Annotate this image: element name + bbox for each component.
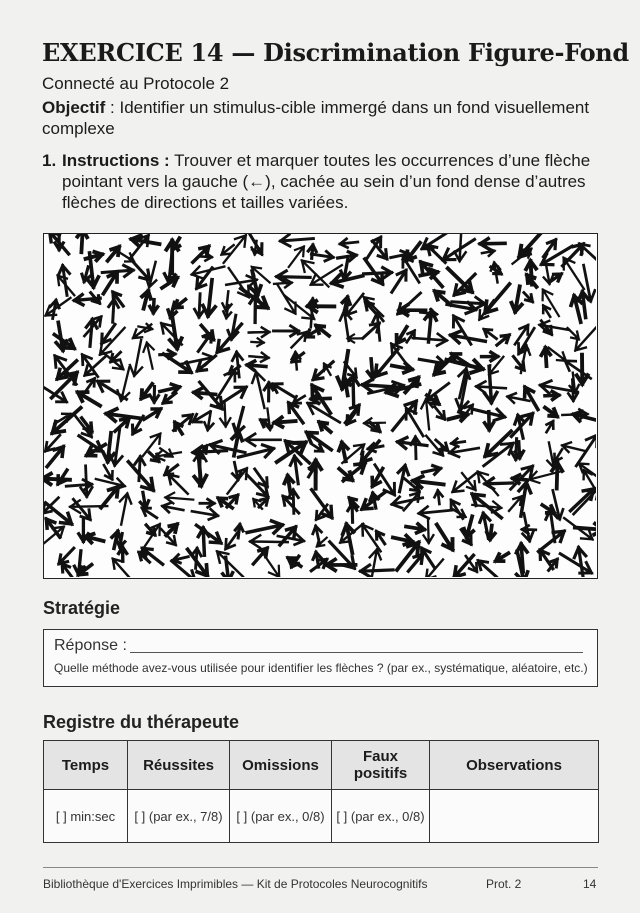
- distractor-arrow[interactable]: [223, 557, 233, 577]
- distractor-arrow[interactable]: [419, 357, 445, 367]
- target-left-arrow[interactable]: [280, 235, 313, 247]
- distractor-arrow[interactable]: [264, 383, 273, 401]
- distractor-arrow[interactable]: [119, 547, 127, 561]
- objective-text: : Identifier un stimulus-cible immergé dans un fond visuellement complexe: [42, 98, 590, 138]
- distractor-arrow[interactable]: [316, 326, 329, 336]
- distractor-arrow[interactable]: [543, 306, 550, 317]
- distractor-arrow[interactable]: [140, 492, 148, 508]
- cell-time[interactable]: [ ] min:sec: [44, 790, 128, 843]
- col-time: Temps: [44, 741, 128, 790]
- cell-omissions[interactable]: [ ] (par ex., 0/8): [230, 790, 332, 843]
- distractor-arrow[interactable]: [392, 270, 406, 292]
- distractor-arrow[interactable]: [405, 378, 418, 393]
- footer-page-number: 14: [583, 877, 597, 891]
- target-left-arrow[interactable]: [562, 442, 585, 452]
- distractor-arrow[interactable]: [278, 285, 296, 314]
- protocol-subtitle: Connecté au Protocole 2: [42, 74, 230, 93]
- distractor-arrow[interactable]: [141, 384, 152, 399]
- distractor-arrow[interactable]: [111, 352, 121, 362]
- distractor-arrow[interactable]: [547, 421, 554, 432]
- distractor-arrow[interactable]: [406, 524, 424, 533]
- distractor-arrow[interactable]: [370, 550, 381, 578]
- distractor-arrow[interactable]: [375, 349, 398, 376]
- distractor-arrow[interactable]: [109, 299, 119, 322]
- distractor-arrow[interactable]: [311, 251, 333, 261]
- distractor-arrow[interactable]: [59, 548, 74, 564]
- distractor-arrow[interactable]: [411, 437, 421, 459]
- cell-successes[interactable]: [ ] (par ex., 7/8): [128, 790, 230, 843]
- arrow-field-grid[interactable]: [43, 233, 598, 579]
- distractor-arrow[interactable]: [541, 348, 550, 366]
- exercise-title: EXERCICE 14 — Discrimination Figure-Fond: [42, 38, 629, 67]
- distractor-arrow[interactable]: [249, 328, 269, 337]
- distractor-arrow[interactable]: [422, 466, 440, 475]
- col-observations: Observations: [430, 741, 599, 790]
- distractor-arrow[interactable]: [449, 412, 468, 421]
- distractor-arrow[interactable]: [283, 496, 299, 513]
- distractor-arrow[interactable]: [247, 234, 262, 254]
- col-false-positives: [332, 741, 430, 790]
- distractor-arrow[interactable]: [377, 532, 385, 544]
- target-left-arrow[interactable]: [275, 417, 296, 426]
- distractor-arrow[interactable]: [435, 291, 451, 304]
- distractor-arrow[interactable]: [85, 357, 105, 376]
- distractor-arrow[interactable]: [78, 392, 100, 406]
- distractor-arrow[interactable]: [571, 489, 594, 511]
- response-label: Réponse :: [54, 637, 127, 654]
- distractor-arrow[interactable]: [478, 561, 496, 577]
- distractor-arrow[interactable]: [192, 509, 218, 519]
- instruction-number: 1.: [42, 151, 57, 170]
- distractor-arrow[interactable]: [313, 526, 322, 543]
- distractor-arrow[interactable]: [312, 444, 323, 451]
- distractor-arrow[interactable]: [273, 384, 294, 397]
- distractor-arrow[interactable]: [509, 497, 521, 511]
- distractor-arrow[interactable]: [217, 552, 243, 577]
- distractor-arrow[interactable]: [58, 470, 67, 484]
- distractor-arrow[interactable]: [393, 401, 417, 430]
- distractor-arrow[interactable]: [144, 409, 161, 419]
- distractor-arrow[interactable]: [104, 465, 113, 479]
- distractor-arrow[interactable]: [200, 499, 214, 507]
- distractor-arrow[interactable]: [512, 286, 522, 311]
- distractor-arrow[interactable]: [306, 330, 316, 337]
- distractor-arrow[interactable]: [143, 548, 163, 564]
- distractor-arrow[interactable]: [143, 343, 153, 369]
- distractor-arrow[interactable]: [364, 297, 383, 316]
- cell-observations[interactable]: [430, 790, 599, 843]
- distractor-arrow[interactable]: [169, 475, 188, 494]
- distractor-arrow[interactable]: [341, 260, 350, 280]
- distractor-arrow[interactable]: [398, 466, 408, 492]
- distractor-arrow[interactable]: [544, 264, 553, 284]
- distractor-arrow[interactable]: [363, 323, 379, 338]
- distractor-arrow[interactable]: [539, 531, 565, 551]
- distractor-arrow[interactable]: [580, 244, 596, 262]
- response-line[interactable]: [130, 652, 583, 653]
- distractor-arrow[interactable]: [120, 494, 131, 525]
- distractor-arrow[interactable]: [480, 513, 490, 538]
- distractor-arrow[interactable]: [103, 272, 117, 293]
- distractor-arrow[interactable]: [407, 331, 415, 342]
- distractor-arrow[interactable]: [260, 549, 279, 577]
- cell-false-positives[interactable]: [ ] (par ex., 0/8): [332, 790, 430, 843]
- registry-title: Registre du thérapeute: [43, 712, 240, 732]
- distractor-arrow[interactable]: [345, 405, 359, 422]
- distractor-arrow[interactable]: [482, 352, 498, 360]
- distractor-arrow[interactable]: [339, 443, 348, 462]
- distractor-arrow[interactable]: [485, 284, 510, 313]
- distractor-arrow[interactable]: [98, 381, 127, 399]
- arrow-field-svg[interactable]: [44, 234, 596, 577]
- strategy-title: Stratégie: [43, 598, 121, 618]
- distractor-arrow[interactable]: [130, 340, 142, 376]
- distractor-arrow[interactable]: [435, 407, 445, 420]
- target-left-arrow[interactable]: [361, 565, 393, 577]
- distractor-arrow[interactable]: [319, 422, 330, 432]
- distractor-arrow[interactable]: [426, 560, 443, 578]
- footer-divider: [43, 867, 598, 868]
- distractor-arrow[interactable]: [525, 387, 538, 409]
- distractor-arrow[interactable]: [524, 293, 533, 302]
- distractor-arrow[interactable]: [150, 300, 158, 313]
- target-left-arrow[interactable]: [398, 438, 427, 449]
- target-left-arrow[interactable]: [413, 476, 443, 487]
- target-left-arrow[interactable]: [165, 493, 193, 504]
- distractor-arrow[interactable]: [87, 379, 95, 390]
- target-left-arrow[interactable]: [485, 478, 513, 489]
- table-row: [44, 790, 599, 843]
- distractor-arrow[interactable]: [342, 297, 350, 309]
- distractor-arrow[interactable]: [228, 315, 238, 339]
- distractor-arrow[interactable]: [370, 493, 378, 508]
- distractor-arrow[interactable]: [53, 408, 81, 433]
- distractor-arrow[interactable]: [165, 465, 178, 475]
- distractor-arrow[interactable]: [447, 303, 476, 314]
- distractor-arrow[interactable]: [546, 510, 558, 542]
- target-left-arrow[interactable]: [340, 239, 358, 248]
- distractor-arrow[interactable]: [182, 354, 214, 365]
- distractor-arrow[interactable]: [496, 553, 509, 561]
- distractor-arrow[interactable]: [348, 376, 359, 407]
- registry-header-row: [44, 741, 599, 790]
- target-left-arrow[interactable]: [480, 239, 505, 249]
- distractor-arrow[interactable]: [172, 561, 196, 577]
- distractor-arrow[interactable]: [421, 262, 442, 286]
- instruction-body: [62, 150, 602, 213]
- distractor-arrow[interactable]: [568, 328, 579, 339]
- distractor-arrow[interactable]: [484, 329, 497, 338]
- target-left-arrow[interactable]: [450, 446, 479, 457]
- distractor-arrow[interactable]: [274, 326, 299, 336]
- distractor-arrow[interactable]: [312, 490, 332, 518]
- target-left-arrow[interactable]: [419, 507, 452, 519]
- distractor-arrow[interactable]: [101, 487, 118, 508]
- distractor-arrow[interactable]: [397, 327, 407, 344]
- footer-protocol: Prot. 2: [486, 877, 522, 891]
- distractor-arrow[interactable]: [62, 564, 72, 577]
- distractor-arrow[interactable]: [108, 247, 120, 261]
- strategy-response-box[interactable]: [43, 629, 598, 687]
- distractor-arrow[interactable]: [464, 516, 473, 537]
- instructions: [42, 150, 602, 213]
- distractor-arrow[interactable]: [448, 268, 472, 291]
- footer-library: Bibliothèque d'Exercices Imprimibles — Kit de Protocoles Neurocognitifs: [43, 877, 428, 891]
- distractor-arrow[interactable]: [545, 408, 557, 417]
- distractor-arrow[interactable]: [175, 299, 186, 308]
- distractor-arrow[interactable]: [339, 469, 352, 480]
- therapist-registry-table: [43, 740, 599, 843]
- distractor-arrow[interactable]: [163, 393, 176, 403]
- target-left-arrow[interactable]: [173, 555, 188, 563]
- distractor-arrow[interactable]: [544, 240, 556, 257]
- col-omissions: Omissions: [230, 741, 332, 790]
- distractor-arrow[interactable]: [365, 259, 383, 284]
- distractor-arrow[interactable]: [166, 524, 177, 535]
- distractor-arrow[interactable]: [308, 245, 316, 258]
- distractor-arrow[interactable]: [425, 311, 436, 342]
- objective: [42, 97, 602, 139]
- instruction-text: Trouver et marquer toutes les occurrences d’une flèche pointant vers la gauche (←), cachée au sein d’un fond dense d’autres flèches de directions et tailles variées.: [62, 151, 591, 212]
- distractor-arrow[interactable]: [437, 525, 453, 550]
- distractor-arrow[interactable]: [79, 520, 89, 542]
- col-false-positives-label: Faux positifs: [353, 748, 408, 782]
- distractor-arrow[interactable]: [564, 258, 584, 289]
- strategy-question: Quelle méthode avez-vous utilisée pour identifier les flèches ? (par ex., systématique, aléatoire, etc.): [54, 661, 588, 675]
- distractor-arrow[interactable]: [293, 396, 305, 403]
- distractor-arrow[interactable]: [58, 266, 69, 296]
- distractor-arrow[interactable]: [497, 335, 509, 345]
- distractor-arrow[interactable]: [454, 555, 473, 577]
- distractor-arrow[interactable]: [77, 234, 87, 252]
- distractor-arrow[interactable]: [543, 290, 559, 317]
- target-left-arrow[interactable]: [247, 361, 266, 370]
- distractor-arrow[interactable]: [44, 387, 66, 402]
- distractor-arrow[interactable]: [421, 399, 432, 429]
- distractor-arrow[interactable]: [193, 412, 210, 423]
- distractor-arrow[interactable]: [251, 338, 263, 346]
- distractor-arrow[interactable]: [407, 243, 421, 260]
- distractor-arrow[interactable]: [552, 463, 562, 489]
- objective-label: Objectif: [42, 98, 106, 117]
- distractor-arrow[interactable]: [247, 521, 282, 533]
- distractor-arrow[interactable]: [150, 387, 158, 403]
- col-successes: Réussites: [128, 741, 230, 790]
- instruction-label: Instructions :: [62, 151, 170, 170]
- distractor-arrow[interactable]: [227, 495, 238, 507]
- target-left-arrow[interactable]: [155, 450, 181, 460]
- distractor-arrow[interactable]: [435, 491, 443, 505]
- distractor-arrow[interactable]: [393, 536, 413, 545]
